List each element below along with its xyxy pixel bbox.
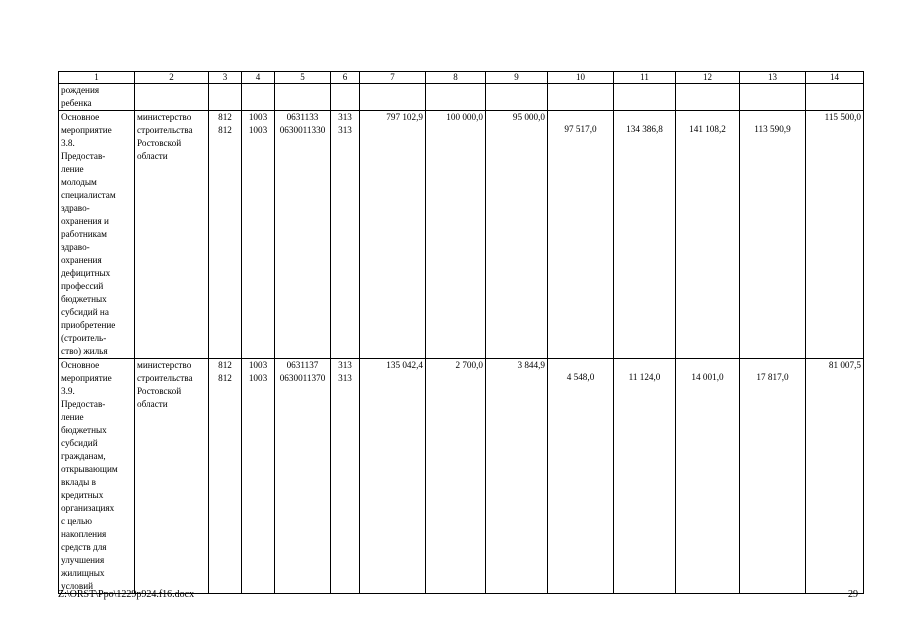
executor-line: министерство <box>137 360 192 370</box>
continuation-row <box>59 84 864 111</box>
total-amount-value: 797 102,9 <box>386 112 423 122</box>
empty-cell <box>740 84 806 111</box>
executor <box>135 111 209 359</box>
section-code-value: 1003 <box>248 373 268 383</box>
activity-name-line: дефицитных <box>61 268 111 278</box>
expense-type-code-value: 313 <box>338 112 352 122</box>
activity-name-line: профессий <box>61 281 104 291</box>
empty-cell <box>548 84 614 111</box>
amount-col-9 <box>486 359 548 594</box>
expense-type-code-value: 313 <box>338 373 352 383</box>
page-number: 29 <box>848 589 858 600</box>
col-num: 5 <box>275 72 331 84</box>
col-num: 14 <box>806 72 864 84</box>
activity-name-line: Предостав- <box>61 399 106 409</box>
amount-col-12 <box>676 111 740 359</box>
text-line: ребенка <box>61 98 92 108</box>
activity-name-line: молодым <box>61 177 97 187</box>
expense-type-code <box>331 111 360 359</box>
amount-col-8-value: 2 700,0 <box>455 360 483 370</box>
activity-name-line: Предостав- <box>61 151 106 161</box>
empty-cell <box>676 84 740 111</box>
target-item-code <box>275 111 331 359</box>
amount-col-14 <box>806 111 864 359</box>
program-table <box>58 71 864 594</box>
empty-cell <box>806 84 864 111</box>
col-num: 8 <box>426 72 486 84</box>
activity-name-line: работникам <box>61 229 107 239</box>
grbs-code-value: 812 <box>218 112 232 122</box>
amount-col-11 <box>614 111 676 359</box>
activity-name-line: улучшения <box>61 555 105 565</box>
target-item-code-value: 0630011330 <box>279 125 326 135</box>
amount-col-10-value: 4 548,0 <box>566 372 595 382</box>
activity-name <box>59 359 135 594</box>
amount-col-9-value: 95 000,0 <box>512 112 545 122</box>
activity-name-line: средств для <box>61 542 107 552</box>
amount-col-11-value: 11 124,0 <box>628 372 661 382</box>
amount-col-14 <box>806 359 864 594</box>
activity-name <box>59 111 135 359</box>
empty-cell <box>486 84 548 111</box>
col-num: 4 <box>242 72 275 84</box>
activity-name-line: мероприятие <box>61 125 112 135</box>
activity-name-line: субсидий <box>61 438 98 448</box>
amount-col-9-value: 3 844,9 <box>517 360 545 370</box>
col-num: 13 <box>740 72 806 84</box>
total-amount-value: 135 042,4 <box>386 360 423 370</box>
amount-col-10 <box>548 359 614 594</box>
col-num: 10 <box>548 72 614 84</box>
activity-row <box>59 111 864 359</box>
activity-name-line: здраво- <box>61 203 90 213</box>
section-code-value: 1003 <box>248 125 268 135</box>
activity-name-line: ление <box>61 412 84 422</box>
section-code-value: 1003 <box>248 360 268 370</box>
activity-name-line: открывающим <box>61 464 118 474</box>
activity-name-line: 3.9. <box>61 386 75 396</box>
executor-line: Ростовской <box>137 138 182 148</box>
empty-cell <box>331 84 360 111</box>
expense-type-code <box>331 359 360 594</box>
amount-col-8 <box>426 359 486 594</box>
activity-name-line: кредитных <box>61 490 104 500</box>
activity-name-line: условий <box>61 581 94 591</box>
executor <box>135 359 209 594</box>
amount-col-13-value: 17 817,0 <box>756 372 789 382</box>
amount-col-13 <box>740 111 806 359</box>
amount-col-13 <box>740 359 806 594</box>
activity-name-line: субсидий на <box>61 307 109 317</box>
amount-col-11 <box>614 359 676 594</box>
activity-name-line: (строитель- <box>61 333 107 343</box>
activity-name-line: с целью <box>61 516 93 526</box>
amount-col-12-value: 14 001,0 <box>691 372 724 382</box>
expense-type-code-value: 313 <box>338 125 352 135</box>
empty-cell <box>242 84 275 111</box>
total-amount <box>360 359 426 594</box>
activity-name-line: гражданам, <box>61 451 106 461</box>
empty-cell <box>426 84 486 111</box>
amount-col-14-value: 81 007,5 <box>828 360 861 370</box>
target-item-code-value: 0631137 <box>286 360 319 370</box>
activity-name-line: бюджетных <box>61 294 107 304</box>
executor-line: Ростовской <box>137 386 182 396</box>
activity-name-line: специалистам <box>61 190 116 200</box>
amount-col-14-value: 115 500,0 <box>824 112 861 122</box>
activity-row <box>59 359 864 594</box>
col-num: 9 <box>486 72 548 84</box>
amount-col-13-value: 113 590,9 <box>754 124 791 134</box>
target-item-code-value: 0630011370 <box>279 373 326 383</box>
activity-name-line: Основное <box>61 360 100 370</box>
activity-name-line: ление <box>61 164 84 174</box>
amount-col-12-value: 141 108,2 <box>689 124 726 134</box>
empty-cell <box>360 84 426 111</box>
continuation-text <box>59 84 135 111</box>
col-num: 3 <box>209 72 242 84</box>
activity-name-line: вклады в <box>61 477 96 487</box>
amount-col-10 <box>548 111 614 359</box>
amount-col-9 <box>486 111 548 359</box>
total-amount <box>360 111 426 359</box>
grbs-code <box>209 111 242 359</box>
amount-col-8 <box>426 111 486 359</box>
col-num: 1 <box>59 72 135 84</box>
activity-name-line: Основное <box>61 112 100 122</box>
activity-name-line: приобретение <box>61 320 116 330</box>
text-line: рождения <box>61 85 100 95</box>
activity-name-line: организациях <box>61 503 115 513</box>
executor-line: области <box>137 399 168 409</box>
empty-cell <box>135 84 209 111</box>
col-num: 11 <box>614 72 676 84</box>
amount-col-12 <box>676 359 740 594</box>
executor-line: строительства <box>137 125 193 135</box>
expense-type-code-value: 313 <box>338 360 352 370</box>
activity-name-line: накопления <box>61 529 107 539</box>
activity-name-line: бюджетных <box>61 425 107 435</box>
footer-file-path: Z:\ORST\Ppo\1229p924.f16.docx <box>58 589 195 600</box>
executor-line: министерство <box>137 112 192 122</box>
col-num: 7 <box>360 72 426 84</box>
activity-name-line: здраво- <box>61 242 90 252</box>
grbs-code-value: 812 <box>218 373 232 383</box>
grbs-code-value: 812 <box>218 360 232 370</box>
target-item-code <box>275 359 331 594</box>
target-item-code-value: 0631133 <box>286 112 319 122</box>
activity-name-line: мероприятие <box>61 373 112 383</box>
activity-name-line: ство) жилья <box>61 346 108 356</box>
activity-name-line: охранения и <box>61 216 109 226</box>
section-code-value: 1003 <box>248 112 268 122</box>
executor-line: области <box>137 151 168 161</box>
activity-name-line: жилищных <box>61 568 105 578</box>
col-num: 12 <box>676 72 740 84</box>
activity-name-line: 3.8. <box>61 138 75 148</box>
amount-col-11-value: 134 386,8 <box>626 124 663 134</box>
grbs-code-value: 812 <box>218 125 232 135</box>
grbs-code <box>209 359 242 594</box>
empty-cell <box>275 84 331 111</box>
empty-cell <box>209 84 242 111</box>
amount-col-8-value: 100 000,0 <box>446 112 483 122</box>
section-code <box>242 111 275 359</box>
section-code <box>242 359 275 594</box>
col-num: 6 <box>331 72 360 84</box>
empty-cell <box>614 84 676 111</box>
activity-name-line: охранения <box>61 255 102 265</box>
col-num: 2 <box>135 72 209 84</box>
column-number-row <box>59 72 864 84</box>
amount-col-10-value: 97 517,0 <box>564 124 597 134</box>
executor-line: строительства <box>137 373 193 383</box>
